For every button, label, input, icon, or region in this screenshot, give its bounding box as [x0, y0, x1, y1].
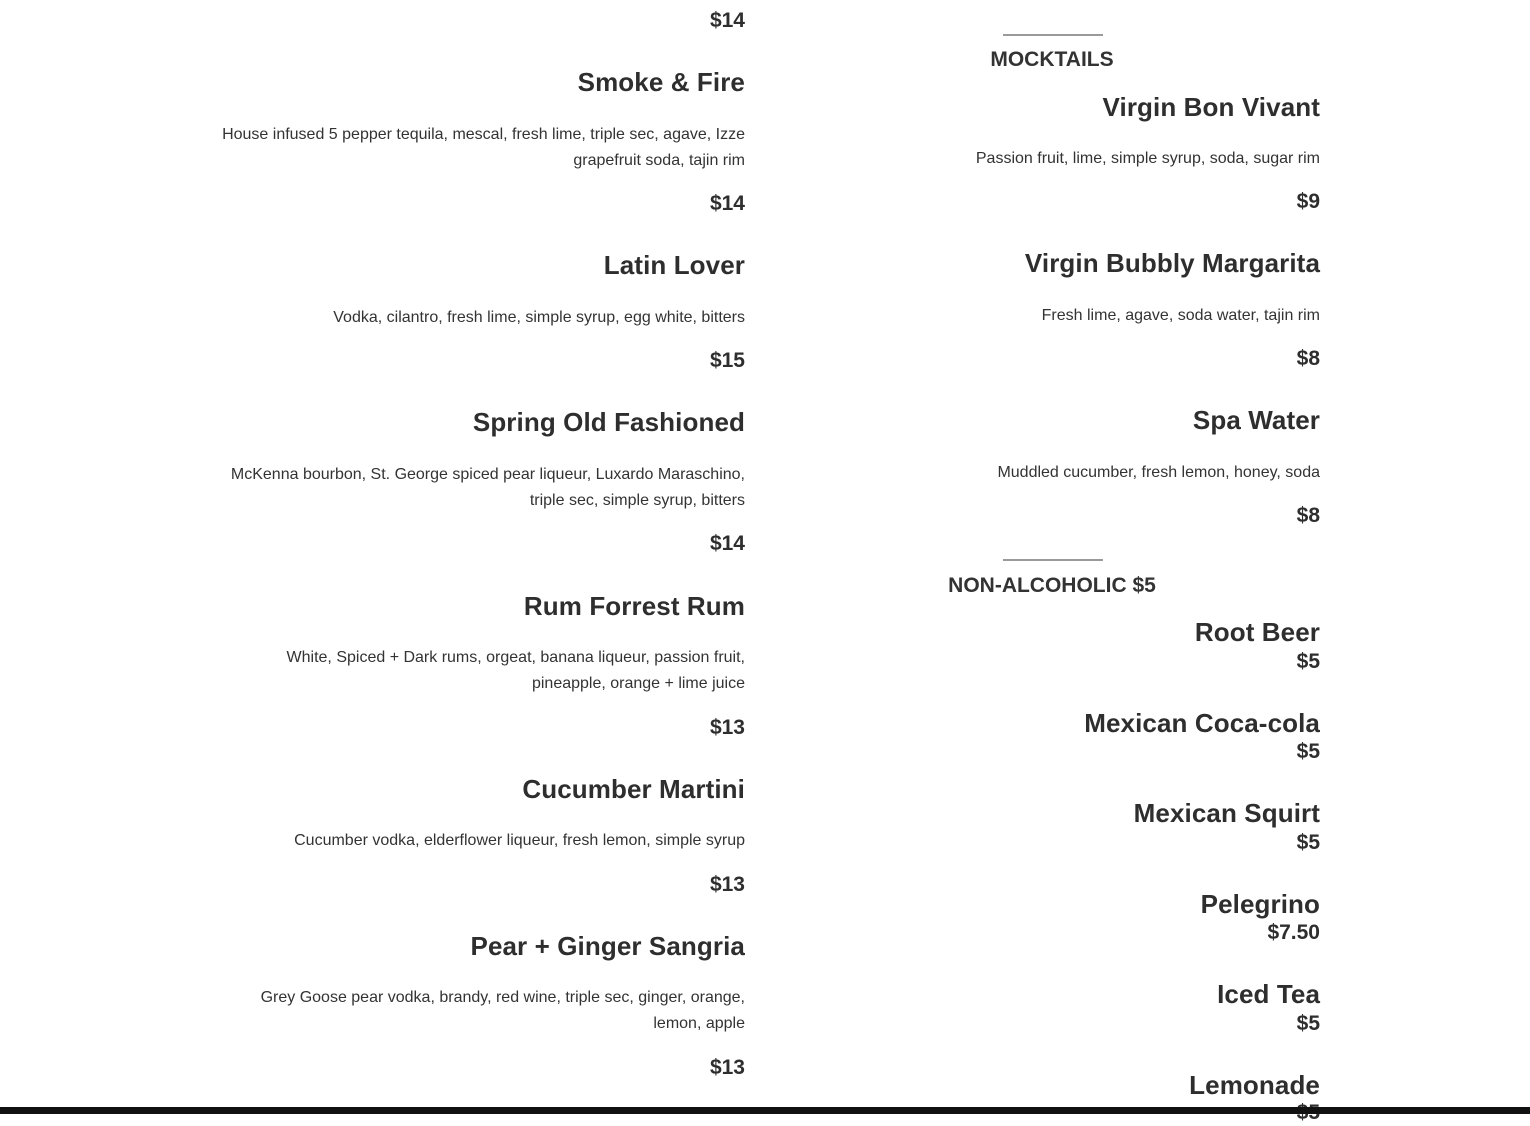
menu-item-price: $13 [709, 1056, 745, 1079]
cocktails-column [150, 0, 745, 1107]
menu-item-name: Lemonade [1189, 1070, 1320, 1100]
menu-item-description: Passion fruit, lime, simple syrup, soda, sugar rim [975, 150, 1320, 167]
bottom-bar [0, 1107, 1530, 1114]
menu-item-description: Fresh lime, agave, soda water, tajin rim [1041, 307, 1320, 324]
menu-item-price: $14 [709, 9, 745, 32]
menu-item-price: $5 [1296, 831, 1320, 854]
menu-item-price: $14 [709, 532, 745, 555]
menu-item-price: $7.50 [1267, 921, 1320, 944]
menu-item-description: White, Spiced + Dark rums, orgeat, banana liqueur, passion fruit, pineapple, orange + lime juice [286, 649, 745, 692]
menu-item-name: Root Beer [1194, 617, 1320, 647]
menu-item-description: Vodka, cilantro, fresh lime, simple syrup, egg white, bitters [333, 309, 745, 326]
menu-item-price: $13 [709, 716, 745, 739]
menu-item-price: $13 [709, 873, 745, 896]
menu-item-description: Grey Goose pear vodka, brandy, red wine, triple sec, ginger, orange, lemon, apple [260, 989, 745, 1032]
menu-item-name: Virgin Bubbly Margarita [1024, 248, 1320, 278]
menu-item-price: $8 [1296, 347, 1320, 370]
menu-item-price: $5 [1296, 650, 1320, 673]
menu-item-price: $8 [1296, 504, 1320, 527]
menu-item-name: Rum Forrest Rum [523, 591, 745, 621]
menu-item-price: $5 [1296, 740, 1320, 763]
mocktails-column [900, 0, 1320, 1107]
menu-item-price: $15 [709, 349, 745, 372]
menu-item-price: $9 [1296, 190, 1320, 213]
menu-item-name: Mexican Coca-cola [1084, 708, 1320, 738]
menu-item-price: $5 [1296, 1012, 1320, 1035]
menu-item-name: Spring Old Fashioned [472, 407, 745, 437]
section-title-non-alcoholic: NON-ALCOHOLIC $5 [948, 574, 1156, 597]
menu-item-name: Cucumber Martini [522, 774, 745, 804]
menu-item-name: Spa Water [1192, 405, 1320, 435]
menu-item-name: Pelegrino [1200, 889, 1320, 919]
menu-item-name: Mexican Squirt [1133, 798, 1320, 828]
section-divider [1003, 559, 1103, 561]
section-title-mocktails: MOCKTAILS [990, 48, 1114, 71]
menu-item-name: Latin Lover [603, 250, 745, 280]
menu-item-description: Cucumber vodka, elderflower liqueur, fresh lemon, simple syrup [294, 832, 745, 849]
menu-item-name: Virgin Bon Vivant [1102, 92, 1320, 122]
menu-item-name: Pear + Ginger Sangria [470, 931, 745, 961]
menu-item-price: $14 [709, 192, 745, 215]
menu-item-name: Iced Tea [1217, 979, 1320, 1009]
menu-item-description: House infused 5 pepper tequila, mescal, fresh lime, triple sec, agave, Izze grapefruit soda, tajin rim [222, 126, 745, 169]
section-divider [1003, 34, 1103, 36]
menu-item-description: McKenna bourbon, St. George spiced pear liqueur, Luxardo Maraschino, triple sec, simple syrup, bitters [230, 466, 745, 509]
menu-item-description: Muddled cucumber, fresh lemon, honey, soda [997, 464, 1320, 481]
menu-item-name: Smoke & Fire [577, 67, 745, 97]
